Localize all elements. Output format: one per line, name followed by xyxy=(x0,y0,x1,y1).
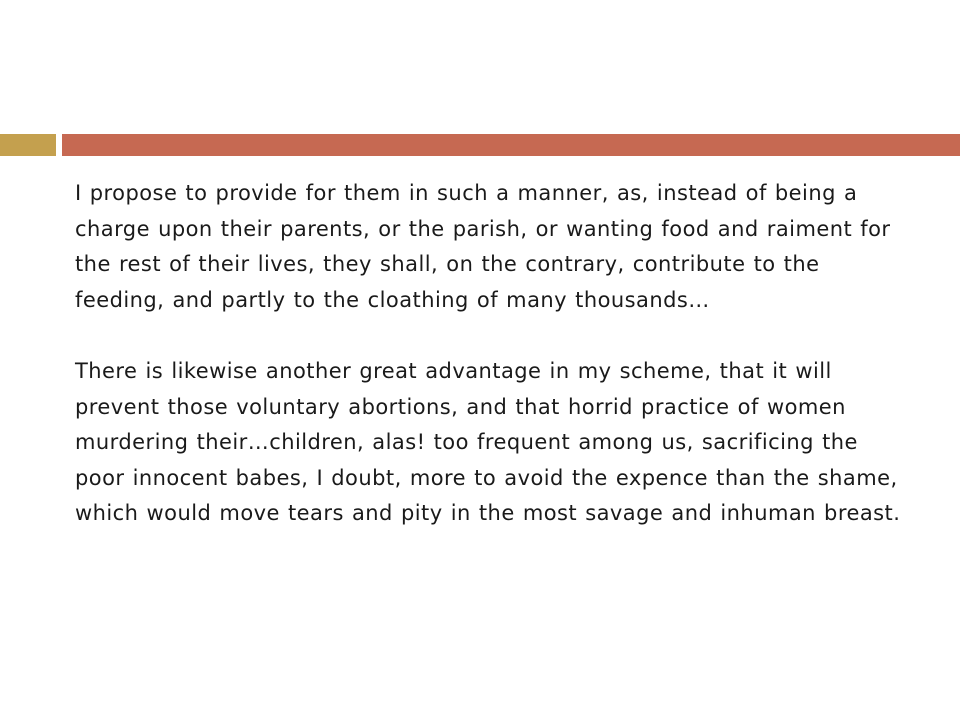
paragraph-2: There is likewise another great advantage in my scheme, that it will prevent those voluntary abortions, and that horrid practice of women murdering their…children, alas! too frequent among us, sacrificing the poor innocent babes, I doubt, more to avoid the expence than the shame, which would move tears and pity in the most savage and inhuman breast. xyxy=(75,359,901,525)
accent-bar-left xyxy=(0,134,56,156)
accent-bar-right xyxy=(62,134,960,156)
paragraph-1: I propose to provide for them in such a manner, as, instead of being a charge upon their parents, or the parish, or wanting food and raiment for the rest of their lives, they shall, on the contrary, contribute to the feeding, and partly to the cloathing of many thousands… xyxy=(75,181,891,312)
slide-body xyxy=(75,176,915,568)
